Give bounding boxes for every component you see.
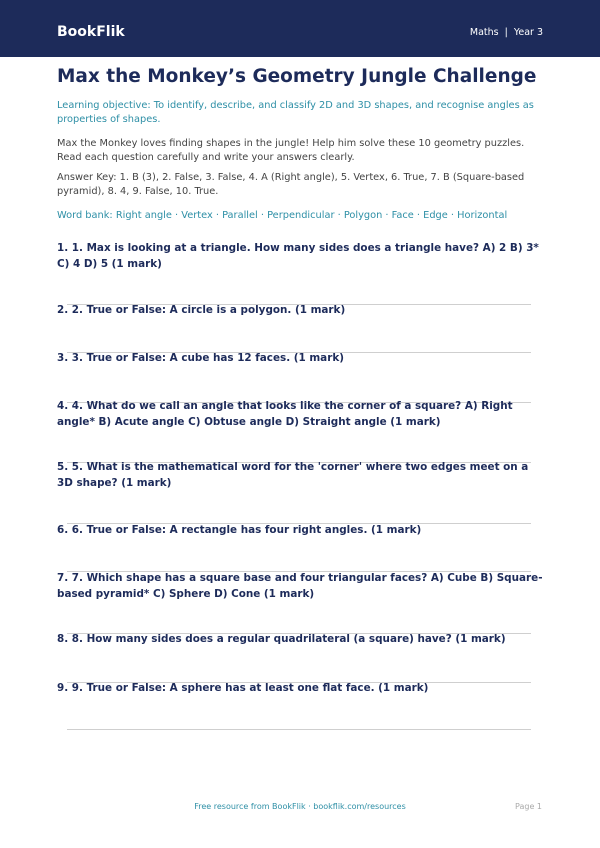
question-1: 1. 1. Max is looking at a triangle. How many sides does a triangle have? A) 2 B) 3* C) 4 D) 5 (1 mark) bbox=[57, 242, 539, 270]
footer-credit: Free resource from BookFlik · bookflik.com/resources bbox=[194, 802, 406, 811]
question-3: 3. 3. True or False: A cube has 12 faces. (1 mark) bbox=[57, 352, 344, 364]
answer-key: Answer Key: 1. B (3), 2. False, 3. False, 4. A (Right angle), 5. Vertex, 6. True, 7. B (Square-based pyramid), 8. 4, 9. False, 10. True. bbox=[57, 172, 525, 197]
question-9: 9. 9. True or False: A sphere has at least one flat face. (1 mark) bbox=[57, 682, 429, 694]
question-6: 6. 6. True or False: A rectangle has four right angles. (1 mark) bbox=[57, 524, 422, 536]
page-title: Max the Monkey’s Geometry Jungle Challenge bbox=[57, 66, 537, 87]
question-4: 4. 4. What do we call an angle that looks like the corner of a square? A) Right angle* B) Acute angle C) Obtuse angle D) Straight angle (1 mark) bbox=[57, 400, 513, 428]
year-label: Year 3 bbox=[513, 27, 543, 38]
word-bank: Word bank: Right angle · Vertex · Parallel · Perpendicular · Polygon · Face · Edge · Horizontal bbox=[57, 210, 508, 221]
question-2: 2. 2. True or False: A circle is a polygon. (1 mark) bbox=[57, 304, 346, 316]
question-5: 5. 5. What is the mathematical word for the 'corner' where two edges meet on a 3D shape? (1 mark) bbox=[57, 461, 529, 489]
answer-line-9[interactable] bbox=[67, 729, 531, 730]
question-7: 7. 7. Which shape has a square base and four triangular faces? A) Cube B) Square-based pyramid* C) Sphere D) Cone (1 mark) bbox=[57, 572, 543, 600]
learning-objective: Learning objective: To identify, describe, and classify 2D and 3D shapes, and recognise angles as properties of shapes. bbox=[57, 100, 534, 125]
brand-logo: BookFlik bbox=[57, 24, 125, 40]
subject-label: Maths bbox=[469, 27, 499, 38]
page-number: Page 1 bbox=[515, 802, 542, 811]
meta-separator: | bbox=[504, 27, 508, 38]
subject-year-label bbox=[470, 26, 543, 40]
intro-text: Max the Monkey loves finding shapes in the jungle! Help him solve these 10 geometry puzzles. Read each question carefully and write your answers clearly. bbox=[57, 138, 525, 163]
page-header bbox=[0, 0, 600, 57]
question-8: 8. 8. How many sides does a regular quadrilateral (a square) have? (1 mark) bbox=[57, 633, 506, 645]
